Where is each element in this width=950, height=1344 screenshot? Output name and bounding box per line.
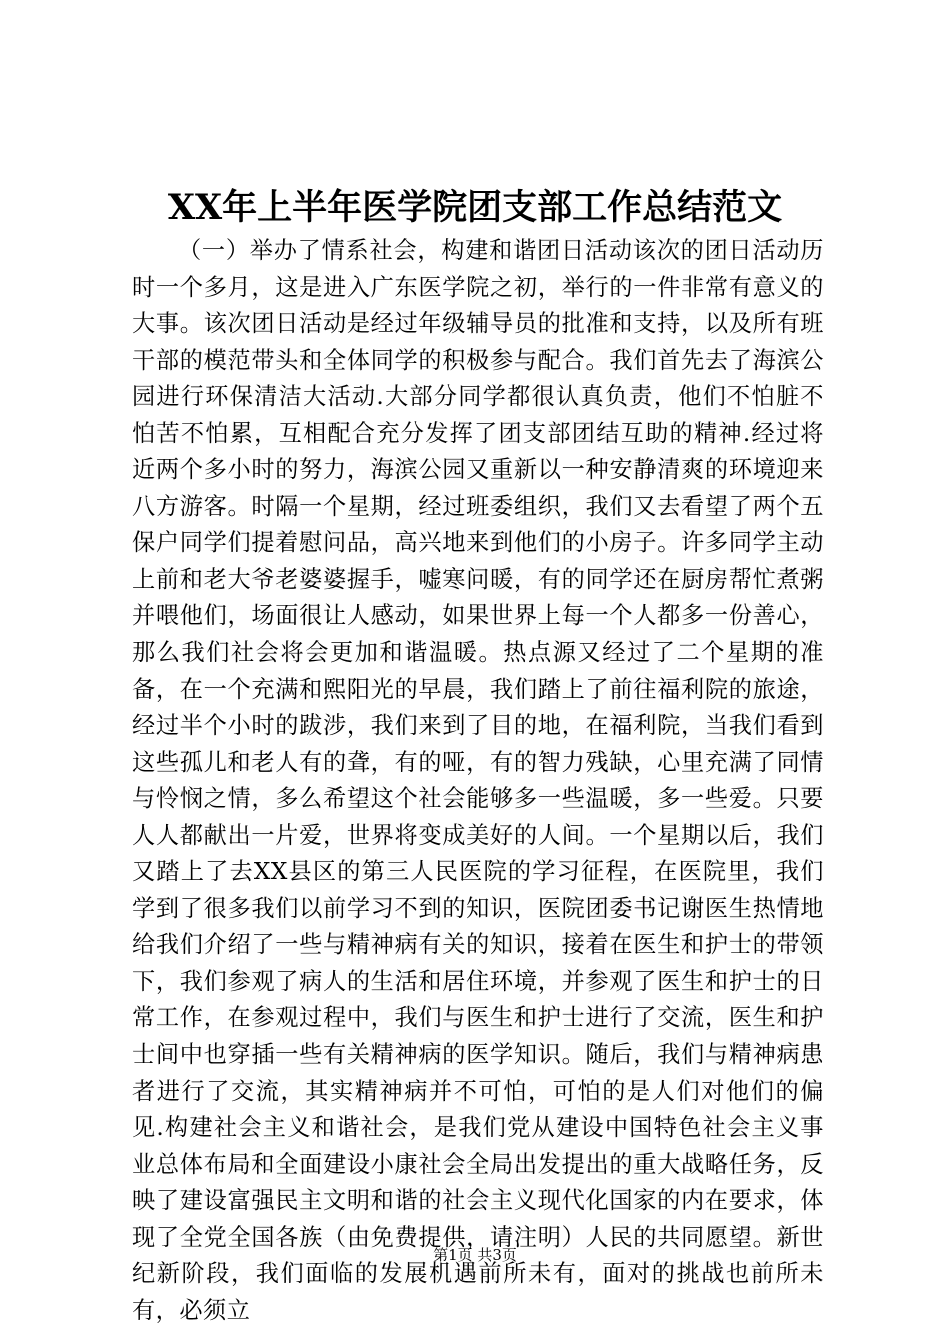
page-number: 第1页 共3页	[433, 1246, 517, 1264]
body-paragraph: （一）举办了情系社会，构建和谐团日活动该次的团日活动历时一个多月，这是进入广东医学院之初，举行的一件非常有意义的大事。该次团日活动是经过年级辅导员的批准和支持，以及所有班干部的模范带头和全体同学的积极参与配合。我们首先去了海滨公园进行环保清洁大活动.大部分同学都很认真负责，他们不怕脏不怕苦不怕累，互相配合充分发挥了团支部团结互助的精神.经过将近两个多小时的努力，海滨公园又重新以一种安静清爽的环境迎来八方游客。时隔一个星期，经过班委组织，我们又去看望了两个五保户同学们提着慰问品，高兴地来到他们的小房子。许多同学主动上前和老大爷老婆婆握手，嘘寒问暖，有的同学还在厨房帮忙煮粥并喂他们，场面很让人感动，如果世界上每一个人都多一份善心，那么我们社会将会更加和谐温暖。热点源又经过了二个星期的准备，在一个充满和熙阳光的早晨，我们踏上了前往福利院的旅途，经过半个小时的跋涉，我们来到了目的地，在福利院，当我们看到这些孤儿和老人有的聋，有的哑，有的智力残缺，心里充满了同情与怜悯之情，多么希望这个社会能够多一些温暖，多一些爱。只要人人都献出一片爱，世界将变成美好的人间。一个星期以后，我们又踏上了去XX县区的第三人民医院的学习征程，在医院里，我们学到了很多我们以前学习不到的知识，医院团委书记谢医生热情地给我们介绍了一些与精神病有关的知识，接着在医生和护士的带领下，我们参观了病人的生活和居住环境，并参观了医生和护士的日常工作，在参观过程中，我们与医生和护士进行了交流，医生和护士间中也穿插一些有关精神病的医学知识。随后，我们与精神病患者进行了交流，其实精神病并不可怕，可怕的是人们对他们的偏见.构建社会主义和谐社会，是我们党从建设中国特色社会主义事业总体布局和全面建设小康社会全局出发提出的重大战略任务，反映了建设富强民主文明和谐的社会主义现代化国家的内在要求，体现了全党全国各族（由免费提供，请注明）人民的共同愿望。新世纪新阶段，我们面临的发展机遇前所未有，面对的挑战也前所未有，必须立	[132, 237, 824, 1324]
page-title: XX年上半年医学院团支部工作总结范文	[167, 187, 783, 228]
